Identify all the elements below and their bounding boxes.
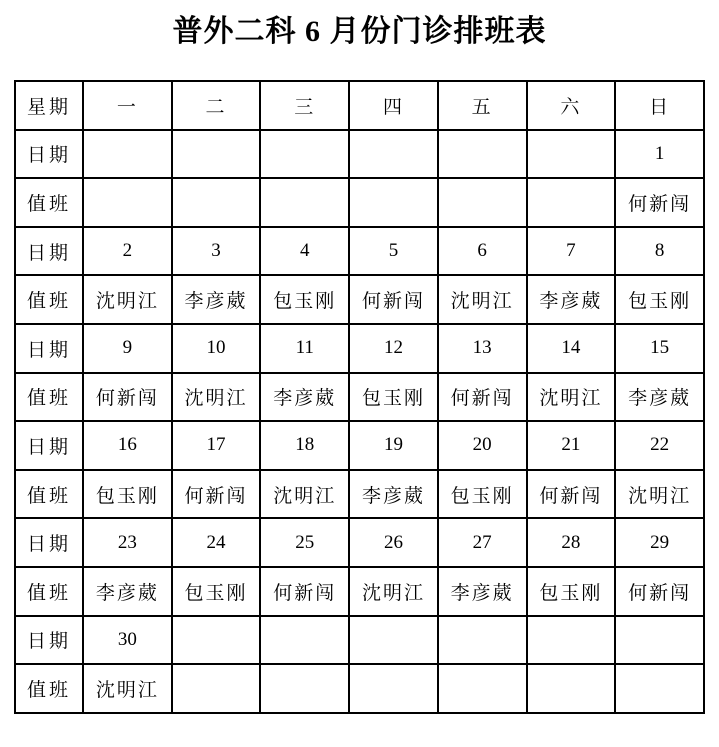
duty-person-cell [172,664,261,713]
duty-person-cell: 包玉刚 [260,275,349,324]
duty-person-cell [349,664,438,713]
date-row-label: 日期 [15,616,83,665]
duty-person-cell: 李彦葳 [438,567,527,616]
weekday-header-cell: 二 [172,81,261,130]
duty-person-cell [615,664,704,713]
date-row-label: 日期 [15,324,83,373]
date-cell: 11 [260,324,349,373]
duty-person-cell [438,178,527,227]
date-cell: 17 [172,421,261,470]
date-cell [349,616,438,665]
duty-person-cell: 何新闯 [438,373,527,422]
date-row [15,616,704,665]
weekday-header-cell: 五 [438,81,527,130]
date-cell [615,616,704,665]
duty-person-cell: 沈明江 [438,275,527,324]
date-cell: 7 [527,227,616,276]
duty-person-cell: 李彦葳 [527,275,616,324]
duty-row-label: 值班 [15,275,83,324]
weekday-header-label: 星期 [15,81,83,130]
date-cell: 22 [615,421,704,470]
duty-row-label: 值班 [15,470,83,519]
date-cell [349,130,438,179]
date-cell: 3 [172,227,261,276]
date-cell [172,130,261,179]
date-cell: 20 [438,421,527,470]
date-cell: 18 [260,421,349,470]
duty-person-cell: 李彦葳 [260,373,349,422]
duty-person-cell: 包玉刚 [527,567,616,616]
date-cell: 14 [527,324,616,373]
date-cell: 13 [438,324,527,373]
date-cell: 4 [260,227,349,276]
duty-person-cell: 包玉刚 [438,470,527,519]
duty-person-cell: 沈明江 [527,373,616,422]
date-row [15,227,704,276]
duty-row [15,275,704,324]
duty-person-cell [260,664,349,713]
date-row [15,421,704,470]
duty-person-cell: 李彦葳 [349,470,438,519]
duty-person-cell [260,178,349,227]
date-row-label: 日期 [15,130,83,179]
duty-person-cell [172,178,261,227]
date-row-label: 日期 [15,227,83,276]
duty-person-cell: 李彦葳 [83,567,172,616]
duty-person-cell [438,664,527,713]
duty-person-cell: 李彦葳 [615,373,704,422]
weekday-header-cell: 六 [527,81,616,130]
duty-person-cell [349,178,438,227]
duty-person-cell [83,178,172,227]
date-cell: 28 [527,518,616,567]
date-cell [83,130,172,179]
weekday-header-cell: 三 [260,81,349,130]
date-cell: 8 [615,227,704,276]
duty-person-cell [527,178,616,227]
date-cell [527,130,616,179]
duty-person-cell: 何新闯 [349,275,438,324]
date-cell: 2 [83,227,172,276]
duty-row-label: 值班 [15,178,83,227]
date-cell: 12 [349,324,438,373]
date-cell: 1 [615,130,704,179]
duty-person-cell: 何新闯 [172,470,261,519]
duty-person-cell: 包玉刚 [349,373,438,422]
date-cell: 30 [83,616,172,665]
weekday-header-cell: 日 [615,81,704,130]
duty-row [15,373,704,422]
date-row [15,130,704,179]
duty-person-cell: 沈明江 [615,470,704,519]
page-title: 普外二科 6 月份门诊排班表 [172,15,547,48]
date-cell: 16 [83,421,172,470]
duty-row-label: 值班 [15,373,83,422]
weekday-header-cell: 四 [349,81,438,130]
duty-row-label: 值班 [15,664,83,713]
date-cell: 26 [349,518,438,567]
weekday-header-row [15,81,704,130]
date-cell [438,130,527,179]
duty-person-cell: 何新闯 [527,470,616,519]
date-cell [260,616,349,665]
date-cell: 23 [83,518,172,567]
duty-person-cell: 包玉刚 [615,275,704,324]
date-cell [260,130,349,179]
duty-person-cell: 沈明江 [349,567,438,616]
date-row [15,324,704,373]
date-cell: 25 [260,518,349,567]
date-cell: 5 [349,227,438,276]
date-cell: 15 [615,324,704,373]
duty-person-cell: 何新闯 [615,178,704,227]
duty-person-cell: 包玉刚 [83,470,172,519]
duty-person-cell: 李彦葳 [172,275,261,324]
date-cell: 6 [438,227,527,276]
date-cell: 21 [527,421,616,470]
date-cell [438,616,527,665]
duty-person-cell: 沈明江 [260,470,349,519]
date-cell [527,616,616,665]
duty-row [15,567,704,616]
duty-person-cell: 沈明江 [83,664,172,713]
duty-person-cell: 沈明江 [172,373,261,422]
date-cell: 19 [349,421,438,470]
duty-person-cell: 何新闯 [615,567,704,616]
duty-person-cell: 何新闯 [260,567,349,616]
duty-row [15,664,704,713]
duty-person-cell: 何新闯 [83,373,172,422]
date-cell [172,616,261,665]
duty-person-cell [527,664,616,713]
duty-row-label: 值班 [15,567,83,616]
duty-person-cell: 沈明江 [83,275,172,324]
weekday-header-cell: 一 [83,81,172,130]
date-cell: 29 [615,518,704,567]
duty-row [15,178,704,227]
duty-person-cell: 包玉刚 [172,567,261,616]
date-cell: 24 [172,518,261,567]
duty-row [15,470,704,519]
date-row-label: 日期 [15,421,83,470]
date-row-label: 日期 [15,518,83,567]
date-cell: 9 [83,324,172,373]
date-cell: 27 [438,518,527,567]
date-cell: 10 [172,324,261,373]
date-row [15,518,704,567]
duty-roster-table [14,80,705,714]
